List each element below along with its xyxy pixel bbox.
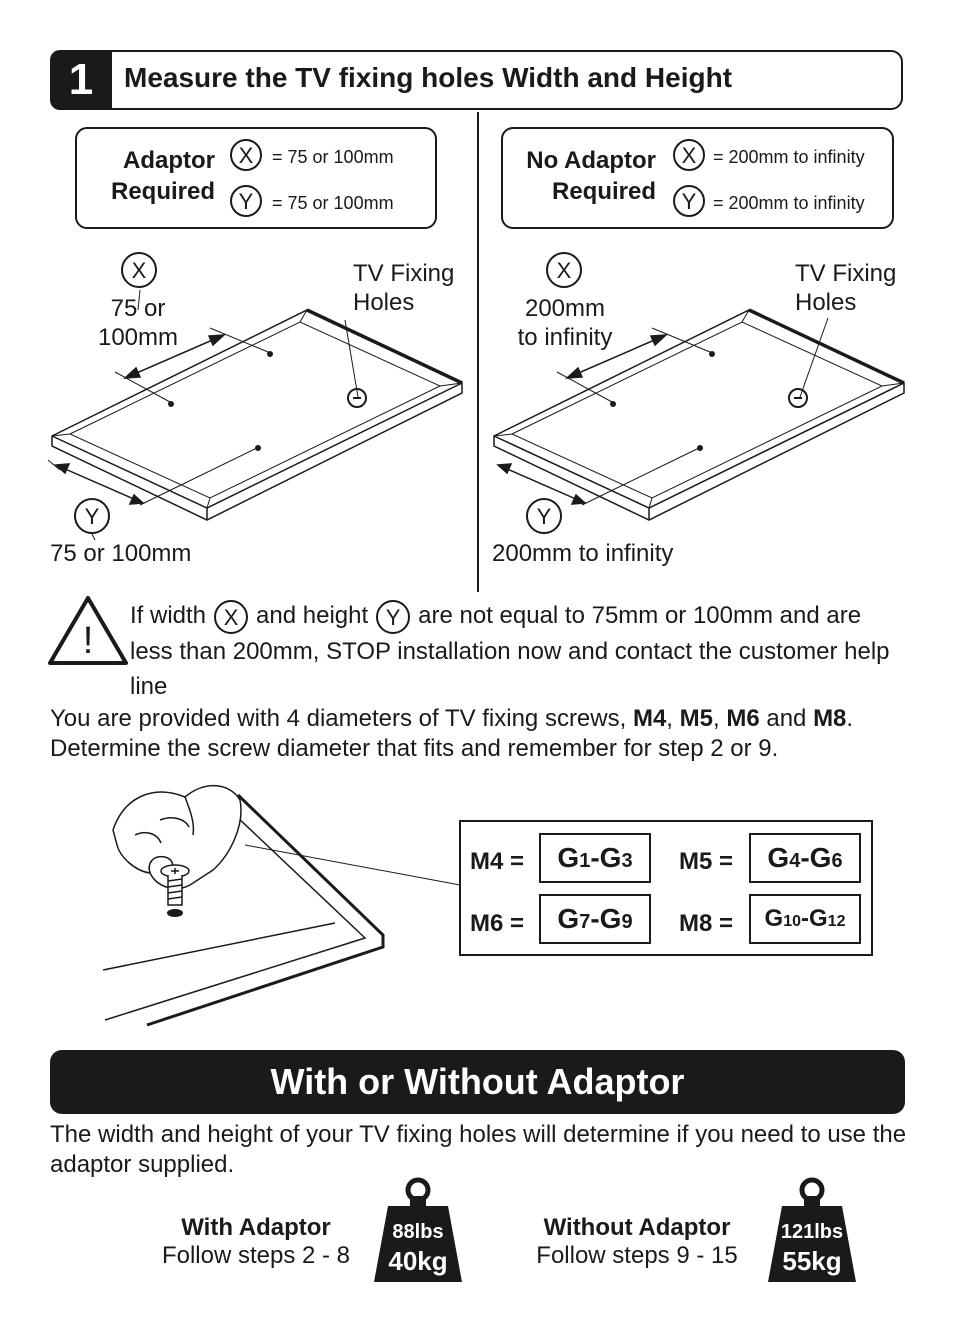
x-symbol-icon: X <box>230 139 262 171</box>
section-banner: With or Without Adaptor <box>50 1050 905 1114</box>
screw-m4-label: M4 = <box>470 848 525 875</box>
y-symbol-icon: Y <box>376 600 410 634</box>
with-adaptor-title: With Adaptor <box>181 1214 331 1241</box>
x-symbol-icon: X <box>546 252 582 288</box>
screw-m6-label: M6 = <box>470 910 525 937</box>
with-adaptor-weight-lbs: 88lbs <box>392 1221 444 1243</box>
without-adaptor-option <box>522 1214 752 1270</box>
warning-icon <box>47 595 129 667</box>
screw-m5-group: G4-G6 <box>749 833 861 883</box>
with-adaptor-weight-kg: 40kg <box>388 1246 448 1276</box>
step-number: 1 <box>50 50 112 110</box>
no-adaptor-x-value: = 200mm to infinity <box>713 147 865 167</box>
x-symbol-icon: X <box>214 600 248 634</box>
screw-m5-label: M5 = <box>679 848 734 875</box>
with-adaptor-option <box>150 1214 362 1270</box>
left-y-dimension: 75 or 100mm <box>50 540 192 567</box>
with-adaptor-steps: Follow steps 2 - 8 <box>161 1242 351 1269</box>
adaptor-description: The width and height of your TV fixing holes will determine if you need to use the adaptor supplied. <box>50 1121 907 1178</box>
adaptor-required-label: Adaptor Required <box>110 147 215 205</box>
right-holes-label: TV Fixing Holes <box>795 260 897 316</box>
right-x-dimension: 200mm to infinity <box>517 295 613 351</box>
no-adaptor-y-value: = 200mm to infinity <box>713 193 865 213</box>
screw-m8-label: M8 = <box>679 910 734 937</box>
y-symbol-icon: Y <box>673 185 705 217</box>
hand-screw-illustration <box>95 775 495 1030</box>
left-x-dimension: 75 or 100mm <box>97 295 179 351</box>
adaptor-x-value: = 75 or 100mm <box>272 147 394 167</box>
x-symbol-icon: X <box>121 252 157 288</box>
no-adaptor-required-label: No Adaptor Required <box>526 147 656 205</box>
without-adaptor-weight-kg: 55kg <box>782 1246 842 1276</box>
right-y-dimension: 200mm to infinity <box>492 540 674 567</box>
step-title: Measure the TV fixing holes Width and Height <box>124 62 733 93</box>
warning-text: If width X and height Y are not equal to 75mm or 100mm and are less than 200mm, STOP installation now and contact the customer help line <box>130 598 910 704</box>
screw-m4-group: G1-G3 <box>539 833 651 883</box>
screw-info-text: You are provided with 4 diameters of TV fixing screws, M4, M5, M6 and M8. Determine the screw diameter that fits and remember for step 2 or 9. <box>50 705 854 762</box>
without-adaptor-weight-lbs: 121lbs <box>780 1221 844 1243</box>
screw-m8-group: G10-G12 <box>749 894 861 944</box>
screw-m6-group: G7-G9 <box>539 894 651 944</box>
left-holes-label: TV Fixing Holes <box>353 260 455 316</box>
y-symbol-icon: Y <box>74 498 110 534</box>
without-adaptor-title: Without Adaptor <box>543 1214 731 1241</box>
y-symbol-icon: Y <box>526 498 562 534</box>
without-adaptor-steps: Follow steps 9 - 15 <box>536 1242 738 1269</box>
svg-text:!: ! <box>82 620 94 662</box>
adaptor-y-value: = 75 or 100mm <box>272 193 394 213</box>
y-symbol-icon: Y <box>230 185 262 217</box>
x-symbol-icon: X <box>673 139 705 171</box>
